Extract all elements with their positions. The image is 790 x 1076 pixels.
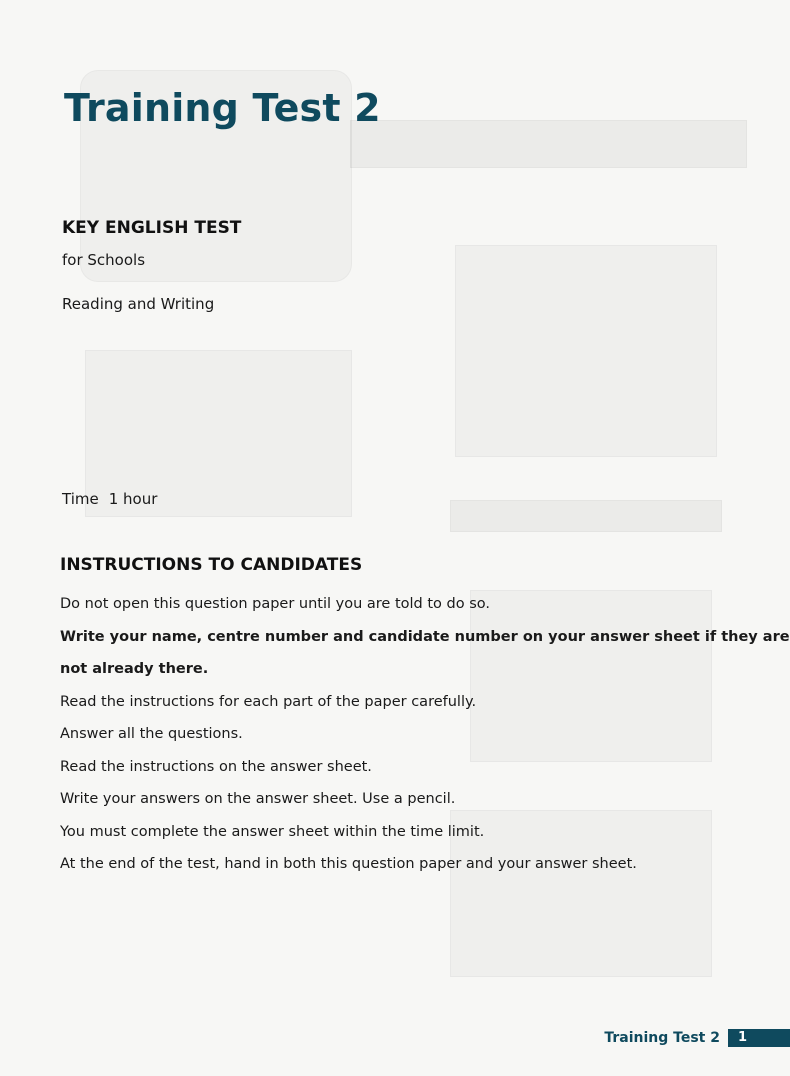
footer-title: Training Test 2 — [604, 1030, 720, 1046]
instruction-line: Read the instructions on the answer sheet. — [60, 758, 372, 775]
instruction-line: Do not open this question paper until you are told to do so. — [60, 596, 490, 612]
time-allowed — [62, 490, 157, 508]
exam-paper: Reading and Writing — [62, 295, 215, 313]
page-footer — [604, 1029, 790, 1047]
instruction-line: not already there. — [60, 661, 209, 677]
instruction-line: Read the instructions for each part of the paper carefully. — [60, 693, 477, 710]
show-through-shadow — [350, 120, 747, 168]
instruction-line: At the end of the test, hand in both this question paper and your answer sheet. — [60, 856, 637, 872]
show-through-shadow — [455, 245, 717, 457]
time-value: 1 hour — [108, 490, 158, 508]
time-label: Time — [62, 490, 99, 508]
page-number: 1 — [728, 1029, 790, 1047]
instruction-line: You must complete the answer sheet within the time limit. — [60, 823, 485, 840]
instruction-line: Write your answers on the answer sheet. Use a pencil. — [60, 791, 456, 807]
instruction-line: Write your name, centre number and candidate number on your answer sheet if they are — [60, 628, 790, 645]
exam-name: KEY ENGLISH TEST — [62, 218, 242, 238]
instructions-heading: INSTRUCTIONS TO CANDIDATES — [60, 555, 363, 575]
show-through-shadow — [450, 500, 722, 532]
instruction-line: Answer all the questions. — [60, 726, 243, 742]
instructions-list — [60, 588, 790, 881]
exam-edition: for Schools — [62, 251, 146, 269]
page-title: Training Test 2 — [64, 86, 381, 130]
